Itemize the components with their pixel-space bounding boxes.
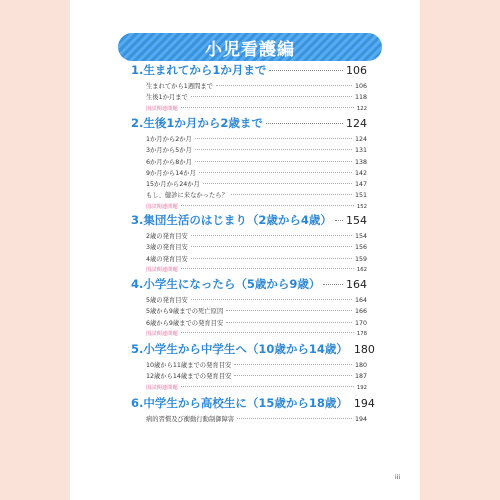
leader-dots xyxy=(199,172,352,173)
entry-label: 5歳の発育目安 xyxy=(146,297,188,304)
entry-label: 1か月から2か月 xyxy=(146,136,192,143)
toc-entry[interactable] xyxy=(131,414,367,425)
entry-page-number: 156 xyxy=(354,244,367,252)
entry-page-number: 170 xyxy=(354,319,367,327)
entry-page-number: 194 xyxy=(354,416,367,423)
toc-entry[interactable] xyxy=(131,157,367,168)
toc-entry[interactable] xyxy=(131,134,367,145)
leader-dots xyxy=(335,220,343,221)
exam-questions-page-number: 152 xyxy=(356,203,367,210)
toc-section xyxy=(131,212,367,276)
leader-dots xyxy=(191,96,352,97)
section-title: 4.小学生になったら（5歳から9歳） xyxy=(131,277,321,291)
section-heading[interactable] xyxy=(131,276,367,294)
toc-entry[interactable] xyxy=(131,254,367,265)
entry-label: 6か月から8か月 xyxy=(146,158,192,166)
entry-label: 5歳から9歳までの死亡原因 xyxy=(146,308,224,316)
exam-questions-label: 国試関連問題 xyxy=(146,266,178,273)
leader-dots xyxy=(226,322,352,323)
toc-section xyxy=(131,341,375,394)
leader-dots xyxy=(181,107,354,108)
toc-entry[interactable] xyxy=(131,231,367,242)
leader-dots xyxy=(323,284,343,285)
entry-page-number: 138 xyxy=(354,158,367,166)
exam-questions-label: 国試関連問題 xyxy=(146,384,178,391)
toc-section xyxy=(131,62,367,115)
section-page-number: 154 xyxy=(346,214,367,227)
leader-dots xyxy=(203,183,352,184)
leader-dots xyxy=(234,375,352,376)
leader-dots xyxy=(237,418,352,419)
leader-dots xyxy=(216,85,352,86)
entry-label: 12歳から14歳までの発育目安 xyxy=(146,373,232,381)
leader-dots xyxy=(266,123,343,124)
leader-dots xyxy=(231,194,352,195)
toc-entry-exam-questions[interactable] xyxy=(131,104,367,115)
entry-page-number: 142 xyxy=(354,169,367,177)
entry-page-number: 106 xyxy=(354,83,367,90)
exam-questions-page-number: 178 xyxy=(356,330,367,337)
section-page-number: 194 xyxy=(353,397,375,410)
entry-page-number: 124 xyxy=(354,136,367,143)
section-heading[interactable] xyxy=(131,395,375,413)
toc-entry[interactable] xyxy=(131,295,367,306)
entry-label: 2歳の発育目安 xyxy=(146,233,188,240)
section-title: 1.生まれてから1か月まで xyxy=(131,63,267,77)
entry-page-number: 151 xyxy=(354,192,367,200)
toc-entry[interactable] xyxy=(131,318,367,329)
toc-entry[interactable] xyxy=(131,179,367,190)
leader-dots xyxy=(195,149,352,150)
leader-dots xyxy=(191,258,352,259)
leader-dots xyxy=(191,235,352,236)
entry-label: 9か月から14か月 xyxy=(146,169,196,177)
toc-entry[interactable] xyxy=(131,242,367,253)
leader-dots xyxy=(181,332,354,333)
exam-questions-label: 国試関連問題 xyxy=(146,203,178,210)
section-page-number: 164 xyxy=(346,278,367,291)
entry-label: 生後1か月まで xyxy=(146,94,188,102)
entry-page-number: 166 xyxy=(354,308,367,316)
exam-questions-label: 国試関連問題 xyxy=(146,330,178,337)
entry-label: 3歳の発育目安 xyxy=(146,244,188,252)
section-title: 5.小学生から中学生へ（10歳から14歳） xyxy=(131,342,348,356)
leader-dots xyxy=(195,138,352,139)
toc-entry-exam-questions[interactable] xyxy=(131,383,367,394)
section-heading[interactable] xyxy=(131,62,367,80)
exam-questions-page-number: 122 xyxy=(356,105,367,112)
exam-questions-page-number: 192 xyxy=(356,384,367,391)
toc-entry-exam-questions[interactable] xyxy=(131,265,367,276)
section-page-number: 124 xyxy=(346,117,367,130)
section-heading[interactable] xyxy=(131,212,367,230)
entry-label: 15か月から24か月 xyxy=(146,181,200,189)
toc-section xyxy=(131,115,367,213)
toc-title-banner xyxy=(118,33,382,61)
entry-page-number: 187 xyxy=(354,373,367,381)
section-page-number: 180 xyxy=(353,343,375,356)
toc-entry[interactable] xyxy=(131,81,367,92)
leader-dots xyxy=(234,364,352,365)
entry-page-number: 154 xyxy=(354,233,367,240)
entry-label: 3か月から5か月 xyxy=(146,147,192,155)
toc-title: 小児看護編 xyxy=(205,39,295,60)
toc-entry[interactable] xyxy=(131,306,367,317)
leader-dots xyxy=(195,161,352,162)
toc-entry[interactable] xyxy=(131,168,367,179)
entry-page-number: 180 xyxy=(354,362,367,369)
page-number: iii xyxy=(395,474,401,481)
toc-entry[interactable] xyxy=(131,360,367,371)
section-title: 6.中学生から高校生に（15歳から18歳） xyxy=(131,396,348,410)
toc-section xyxy=(131,276,367,340)
entry-page-number: 159 xyxy=(354,255,367,263)
leader-dots xyxy=(269,70,343,71)
toc-entry[interactable] xyxy=(131,145,367,156)
entry-label: 生まれてから1週間まで xyxy=(146,83,213,90)
section-heading[interactable] xyxy=(131,341,375,359)
section-page-number: 106 xyxy=(346,64,367,77)
leader-dots xyxy=(181,268,354,269)
entry-label: もし、健診に来なかったら？ xyxy=(146,192,228,200)
entry-page-number: 147 xyxy=(354,181,367,189)
leader-dots xyxy=(181,205,354,206)
entry-label: 病的習慣及び衝動行動制御障害 xyxy=(146,416,235,423)
entry-label: 6歳から9歳までの発育目安 xyxy=(146,319,224,327)
toc-entry[interactable] xyxy=(131,92,367,103)
toc-entry[interactable] xyxy=(131,190,367,201)
leader-dots xyxy=(181,386,354,387)
leader-dots xyxy=(191,246,352,247)
leader-dots xyxy=(191,299,352,300)
leader-dots xyxy=(226,310,352,311)
toc-section xyxy=(131,395,375,425)
entry-page-number: 131 xyxy=(354,147,367,155)
section-title: 2.生後1か月から2歳まで xyxy=(131,116,263,130)
entry-label: 4歳の発育目安 xyxy=(146,255,188,263)
entry-page-number: 164 xyxy=(354,297,367,304)
entry-label: 10歳から11歳までの発育目安 xyxy=(146,362,232,369)
toc-entry[interactable] xyxy=(131,371,367,382)
section-heading[interactable] xyxy=(131,115,367,133)
toc-entry-exam-questions[interactable] xyxy=(131,329,367,340)
section-title: 3.集団生活のはじまり（2歳から4歳） xyxy=(131,213,332,227)
exam-questions-page-number: 162 xyxy=(356,266,367,273)
entry-page-number: 118 xyxy=(354,94,367,102)
exam-questions-label: 国試関連問題 xyxy=(146,105,178,112)
